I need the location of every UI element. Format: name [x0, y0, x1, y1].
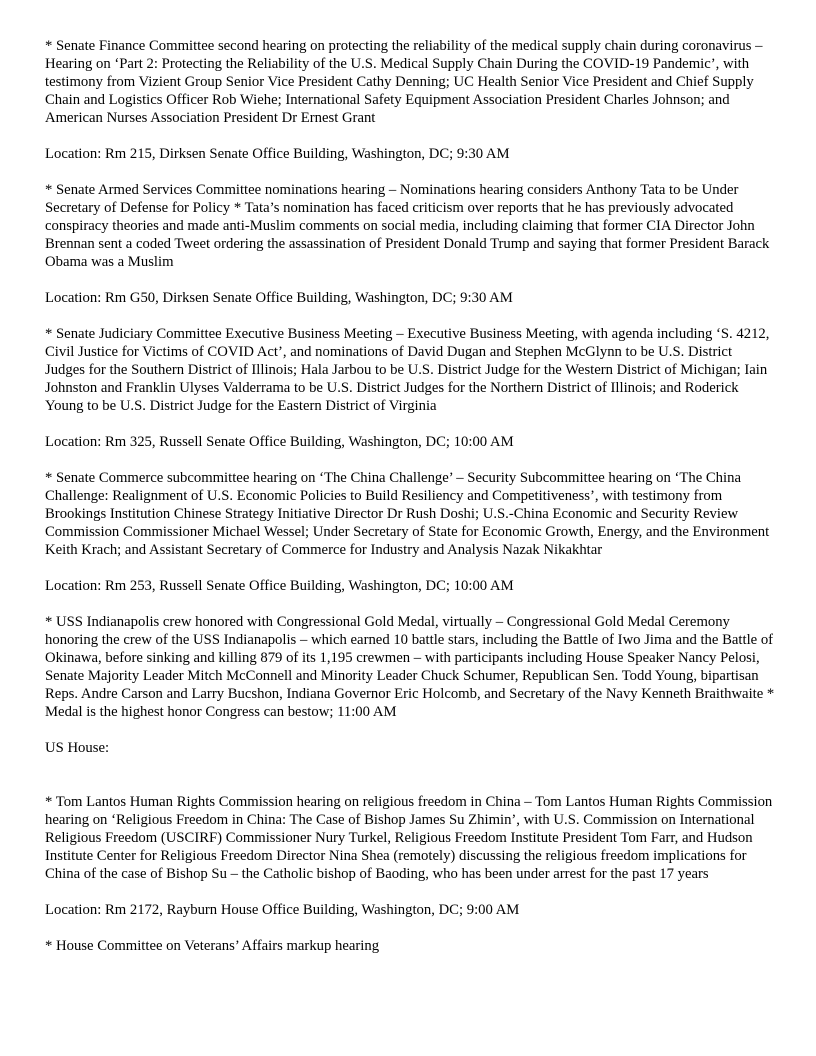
- senate-judiciary-location: Location: Rm 325, Russell Senate Office Building, Washington, DC; 10:00 AM: [45, 434, 514, 450]
- tom-lantos-item: * Tom Lantos Human Rights Commission hearing on religious freedom in China – Tom Lantos Human Rights Commission hearing on ‘Religious Freedom in China: The Case of Bishop James Su Zhimin’, with U.S. Commission on International Religious Freedom (USCIRF) Commissioner Nury Turkel, Religious Freedom Institute President Tom Farr, and Hudson Institute Center for Religious Freedom Director Nina Shea (remotely) discussing the religious freedom implications for China of the case of Bishop Su – the Catholic bishop of Baoding, who has been under arrest for the past 17 years: [45, 794, 773, 882]
- senate-commerce-item: * Senate Commerce subcommittee hearing on ‘The China Challenge’ – Security Subcommittee hearing on ‘The China Challenge: Realignment of U.S. Economic Policies to Build Resiliency and Competitiveness’, with testimony from Brookings Institution Chinese Strategy Initiative Director Dr Rush Doshi; U.S.-China Economic and Security Review Commission Commissioner Michael Wessel; Under Secretary of State for Economic Growth, Energy, and the Environment Keith Krach; and Assistant Secretary of Commerce for Industry and Analysis Nazak Nikakhtar: [45, 470, 770, 558]
- us-house-heading: US House:: [45, 740, 110, 756]
- senate-finance-location: Location: Rm 215, Dirksen Senate Office Building, Washington, DC; 9:30 AM: [45, 146, 510, 162]
- document-body: [45, 37, 775, 973]
- senate-finance-item: * Senate Finance Committee second hearing on protecting the reliability of the medical supply chain during coronavirus – Hearing on ‘Part 2: Protecting the Reliability of the U.S. Medical Supply Chain During the COVID-19 Pandemic’, with testimony from Vizient Group Senior Vice President Cathy Denning; UC Health Senior Vice President and Chief Supply Chain and Logistics Officer Rob Wiehe; International Safety Equipment Association President Charles Johnson; and American Nurses Association President Dr Ernest Grant: [45, 38, 763, 126]
- veterans-affairs-item: * House Committee on Veterans’ Affairs markup hearing: [45, 938, 380, 954]
- senate-armed-services-location: Location: Rm G50, Dirksen Senate Office Building, Washington, DC; 9:30 AM: [45, 290, 513, 306]
- senate-commerce-location: Location: Rm 253, Russell Senate Office Building, Washington, DC; 10:00 AM: [45, 578, 514, 594]
- tom-lantos-location: Location: Rm 2172, Rayburn House Office Building, Washington, DC; 9:00 AM: [45, 902, 520, 918]
- senate-judiciary-item: * Senate Judiciary Committee Executive Business Meeting – Executive Business Meeting, with agenda including ‘S. 4212, Civil Justice for Victims of COVID Act’, and nominations of David Dugan and Stephen McGlynn to be U.S. District Judges for the Southern District of Illinois; Hala Jarbou to be U.S. District Judge for the Western District of Michigan; Iain Johnston and Franklin Ulyses Valderrama to be U.S. District Judges for the Northern District of Illinois; and Roderick Young to be U.S. District Judge for the Eastern District of Virginia: [45, 326, 770, 414]
- senate-armed-services-item: * Senate Armed Services Committee nominations hearing – Nominations hearing considers Anthony Tata to be Under Secretary of Defense for Policy * Tata’s nomination has faced criticism over reports that he has previously advocated conspiracy theories and made anti-Muslim comments on social media, including claiming that former CIA Director John Brennan sent a coded Tweet ordering the assassination of President Donald Trump and saying that former President Barack Obama was a Muslim: [45, 182, 770, 270]
- uss-indianapolis-item: * USS Indianapolis crew honored with Congressional Gold Medal, virtually – Congressional Gold Medal Ceremony honoring the crew of the USS Indianapolis – which earned 10 battle stars, including the Battle of Iwo Jima and the Battle of Okinawa, before sinking and killing 879 of its 1,195 crewmen – with participants including House Speaker Nancy Pelosi, Senate Majority Leader Mitch McConnell and Minority Leader Chuck Schumer, Republican Sen. Todd Young, bipartisan Reps. Andre Carson and Larry Bucshon, Indiana Governor Eric Holcomb, and Secretary of the Navy Kenneth Braithwaite * Medal is the highest honor Congress can bestow; 11:00 AM: [45, 614, 775, 720]
